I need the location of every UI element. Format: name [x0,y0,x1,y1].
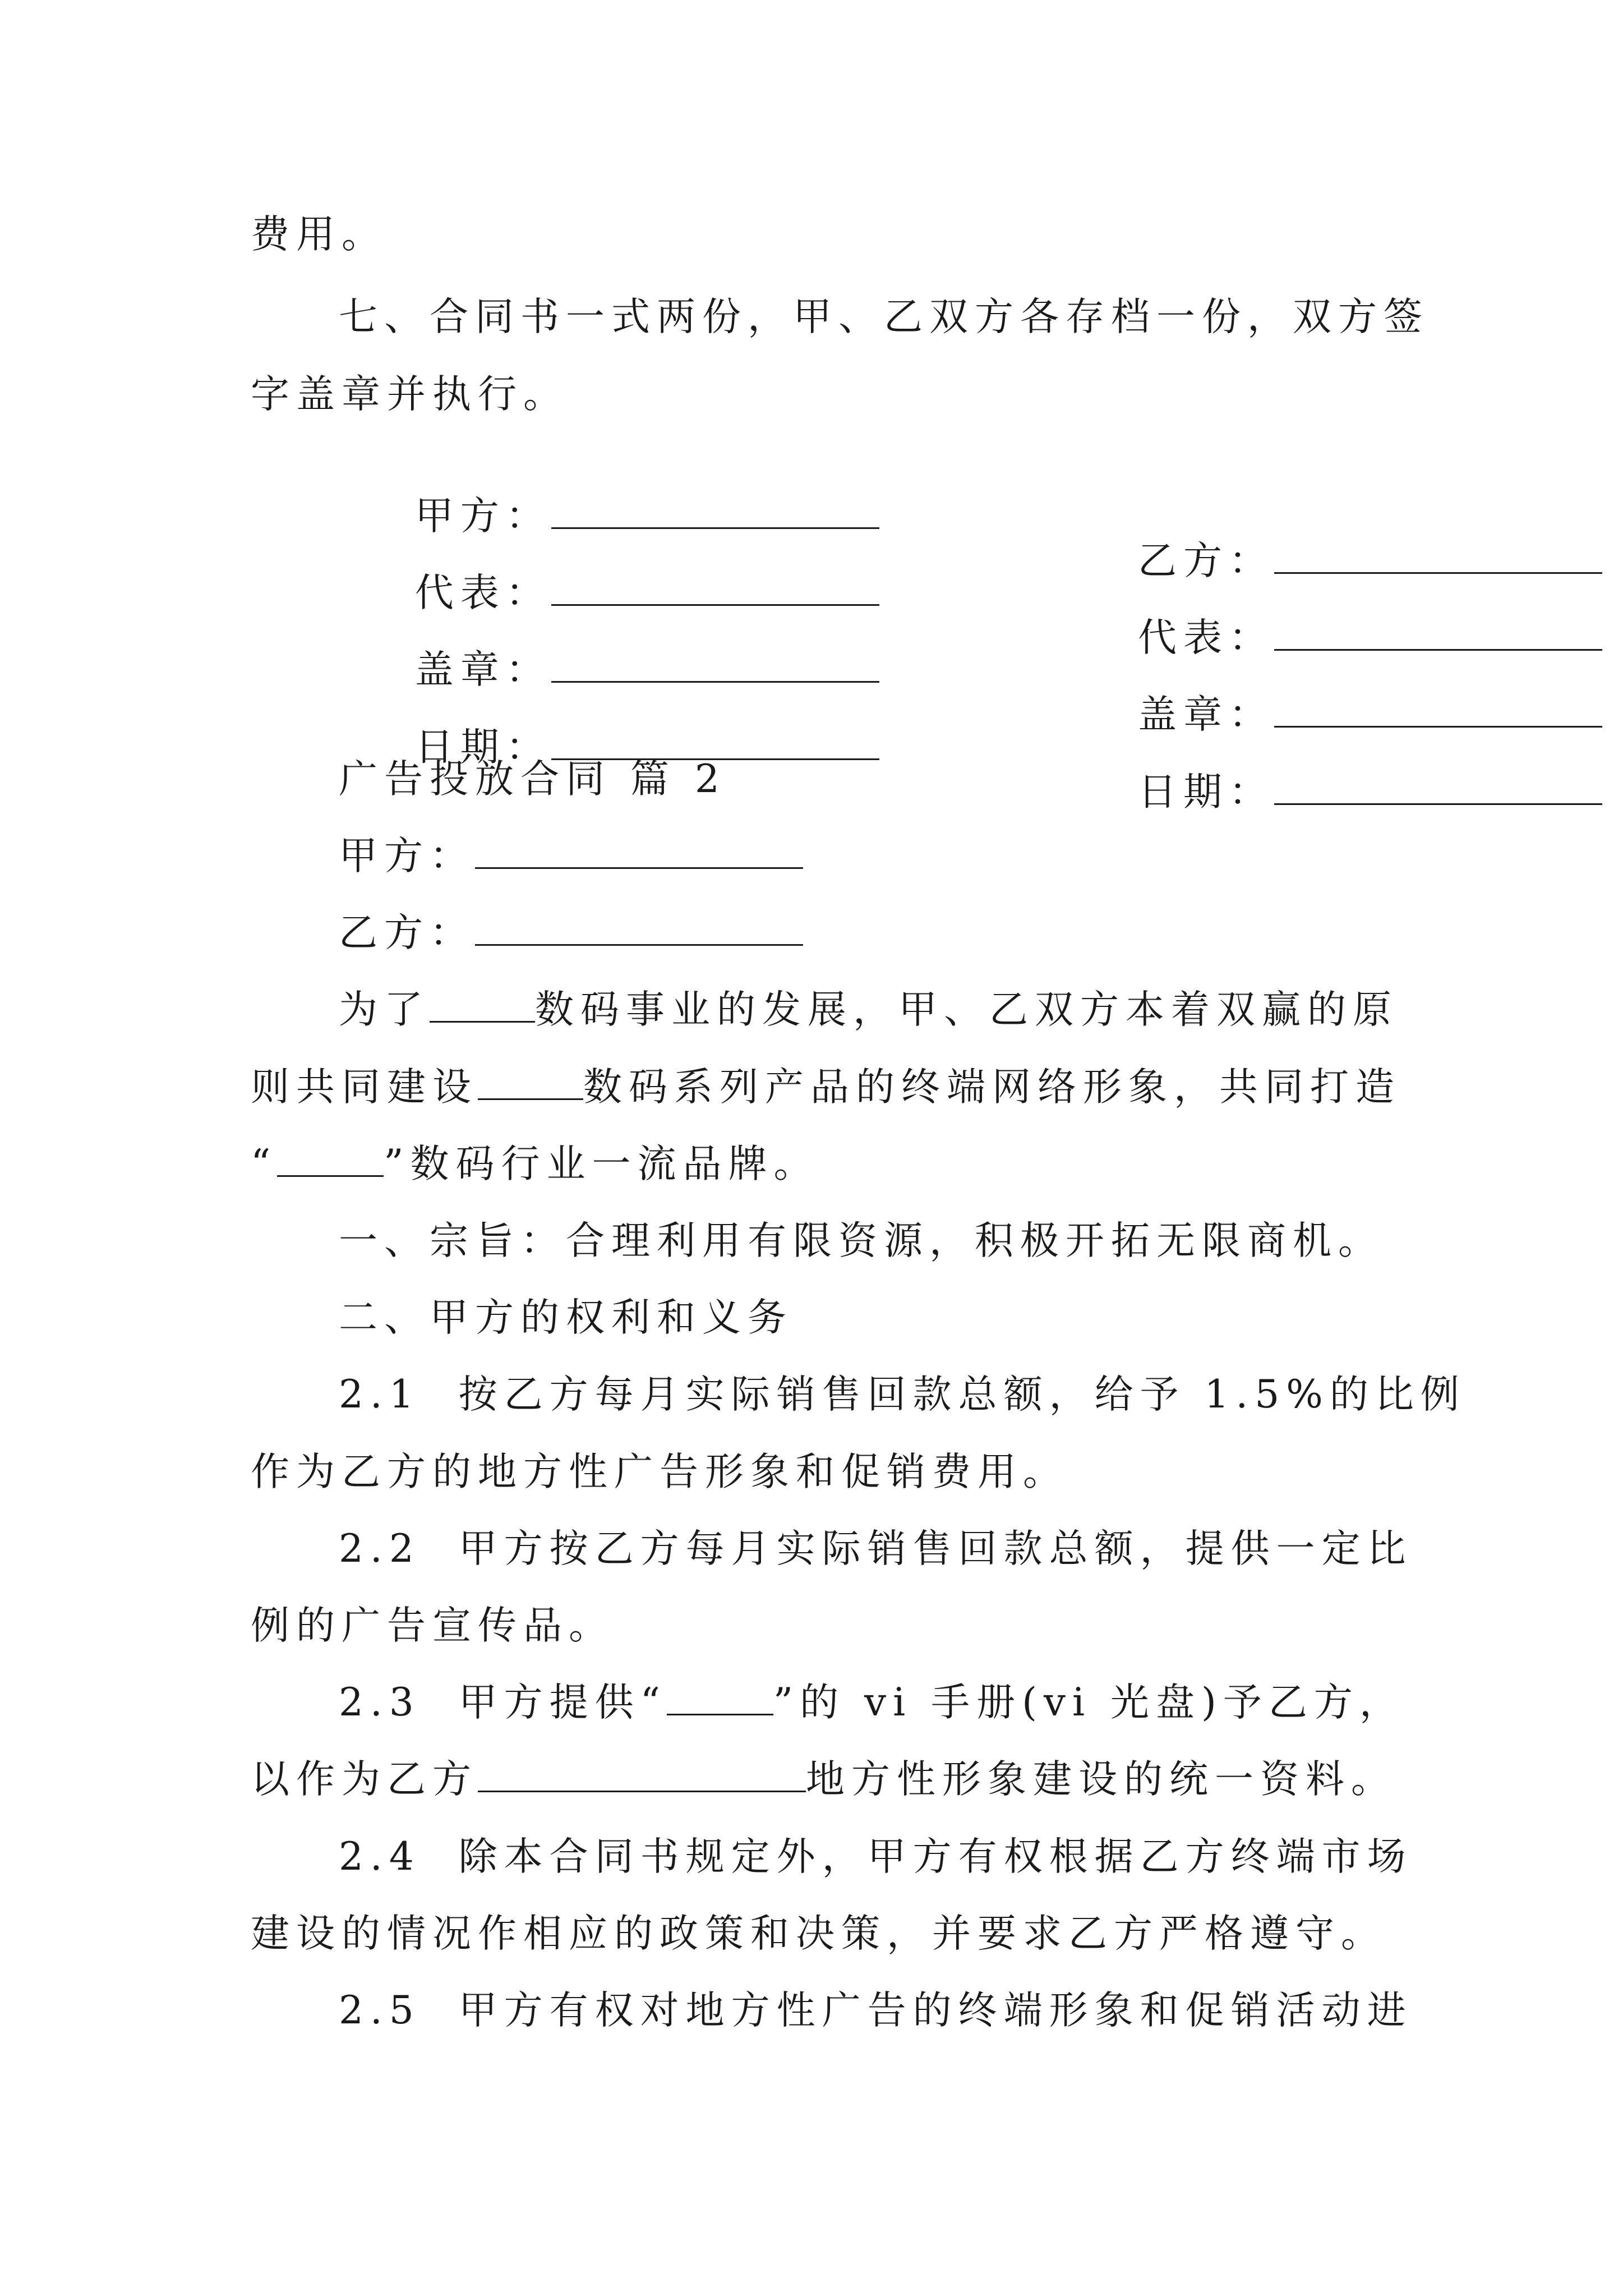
intro-line-3 [251,1142,819,1186]
intro-blank-3[interactable] [277,1142,384,1177]
party-a-line [339,834,803,878]
sign-blank-left[interactable] [551,494,879,529]
clause-7-line-1: 七、合同书一式两份，甲、乙双方各存档一份，双方签 [339,295,1429,339]
intro-text: 则共同建设 [251,1065,478,1110]
clause-2-2-line-1: 2.2 甲方按乙方每月实际销售回款总额，提供一定比 [339,1526,1413,1571]
sign-blank-left[interactable] [551,570,879,606]
clause-2-1-line-2: 作为乙方的地方性广告形象和促销费用。 [251,1450,1068,1494]
intro-text: 数码事业的发展，甲、乙双方本着双赢的原 [535,987,1398,1032]
clause-7-line-2: 字盖章并执行。 [251,372,569,417]
sign-label-left: 盖章： [414,647,551,692]
intro-text: 为了 [339,987,430,1032]
party-b-blank[interactable] [475,910,803,946]
clause-2-4-line-2: 建设的情况作相应的政策和决策，并要求乙方严格遵守。 [251,1911,1386,1956]
section-1-purpose: 一、宗旨：合理利用有限资源，积极开拓无限商机。 [339,1218,1384,1263]
clause-2-3-line-1 [339,1680,1405,1725]
sign-label-right: 乙方： [1138,539,1274,583]
intro-text: 数码系列产品的终端网络形象，共同打造 [583,1065,1401,1110]
sign-label-left: 代表： [414,570,551,615]
intro-line-1 [339,987,1398,1032]
clause-2-4-line-1: 2.4 除本合同书规定外，甲方有权根据乙方终端市场 [339,1834,1413,1879]
clause-2-3-line-2 [251,1757,1396,1802]
clause-text: ”的 vi 手册(vi 光盘)予乙方， [773,1680,1405,1725]
sign-label-right: 盖章： [1138,692,1274,737]
sign-label-left: 甲方： [414,494,551,539]
sign-blank-left[interactable] [551,725,879,760]
sign-label-right: 日期： [1138,770,1274,815]
section-title: 广告投放合同 篇 2 [339,757,726,802]
intro-line-2 [251,1065,1401,1110]
party-b-line [339,910,803,955]
sign-blank-left[interactable] [551,647,879,683]
intro-text: “ [251,1142,278,1186]
clause-2-5-line-1: 2.5 甲方有权对地方性广告的终端形象和促销活动进 [339,1988,1413,2033]
clause-text: 以作为乙方 [251,1757,478,1802]
clause-2-2-line-2: 例的广告宣传品。 [251,1603,614,1648]
intro-blank-2[interactable] [478,1065,583,1100]
party-a-label: 甲方： [339,834,475,878]
party-a-blank[interactable] [475,834,803,869]
clause-2-3-blank-1[interactable] [667,1680,773,1715]
intro-blank-1[interactable] [430,987,535,1023]
sign-label-left: 日期： [414,725,551,770]
sign-label-right: 代表： [1138,615,1274,660]
paragraph-fee-tail: 费用。 [251,212,387,257]
intro-text: ”数码行业一流品牌。 [384,1142,819,1186]
clause-text: 2.3 甲方提供“ [339,1680,667,1725]
clause-2-3-blank-2[interactable] [478,1757,806,1792]
section-2-heading: 二、甲方的权利和义务 [339,1295,793,1340]
party-b-label: 乙方： [339,910,475,955]
sign-blank-right[interactable] [1274,770,1602,805]
clause-2-1-line-1: 2.1 按乙方每月实际销售回款总额，给予 1.5%的比例 [339,1372,1466,1417]
clause-text: 地方性形象建设的统一资料。 [806,1757,1396,1802]
